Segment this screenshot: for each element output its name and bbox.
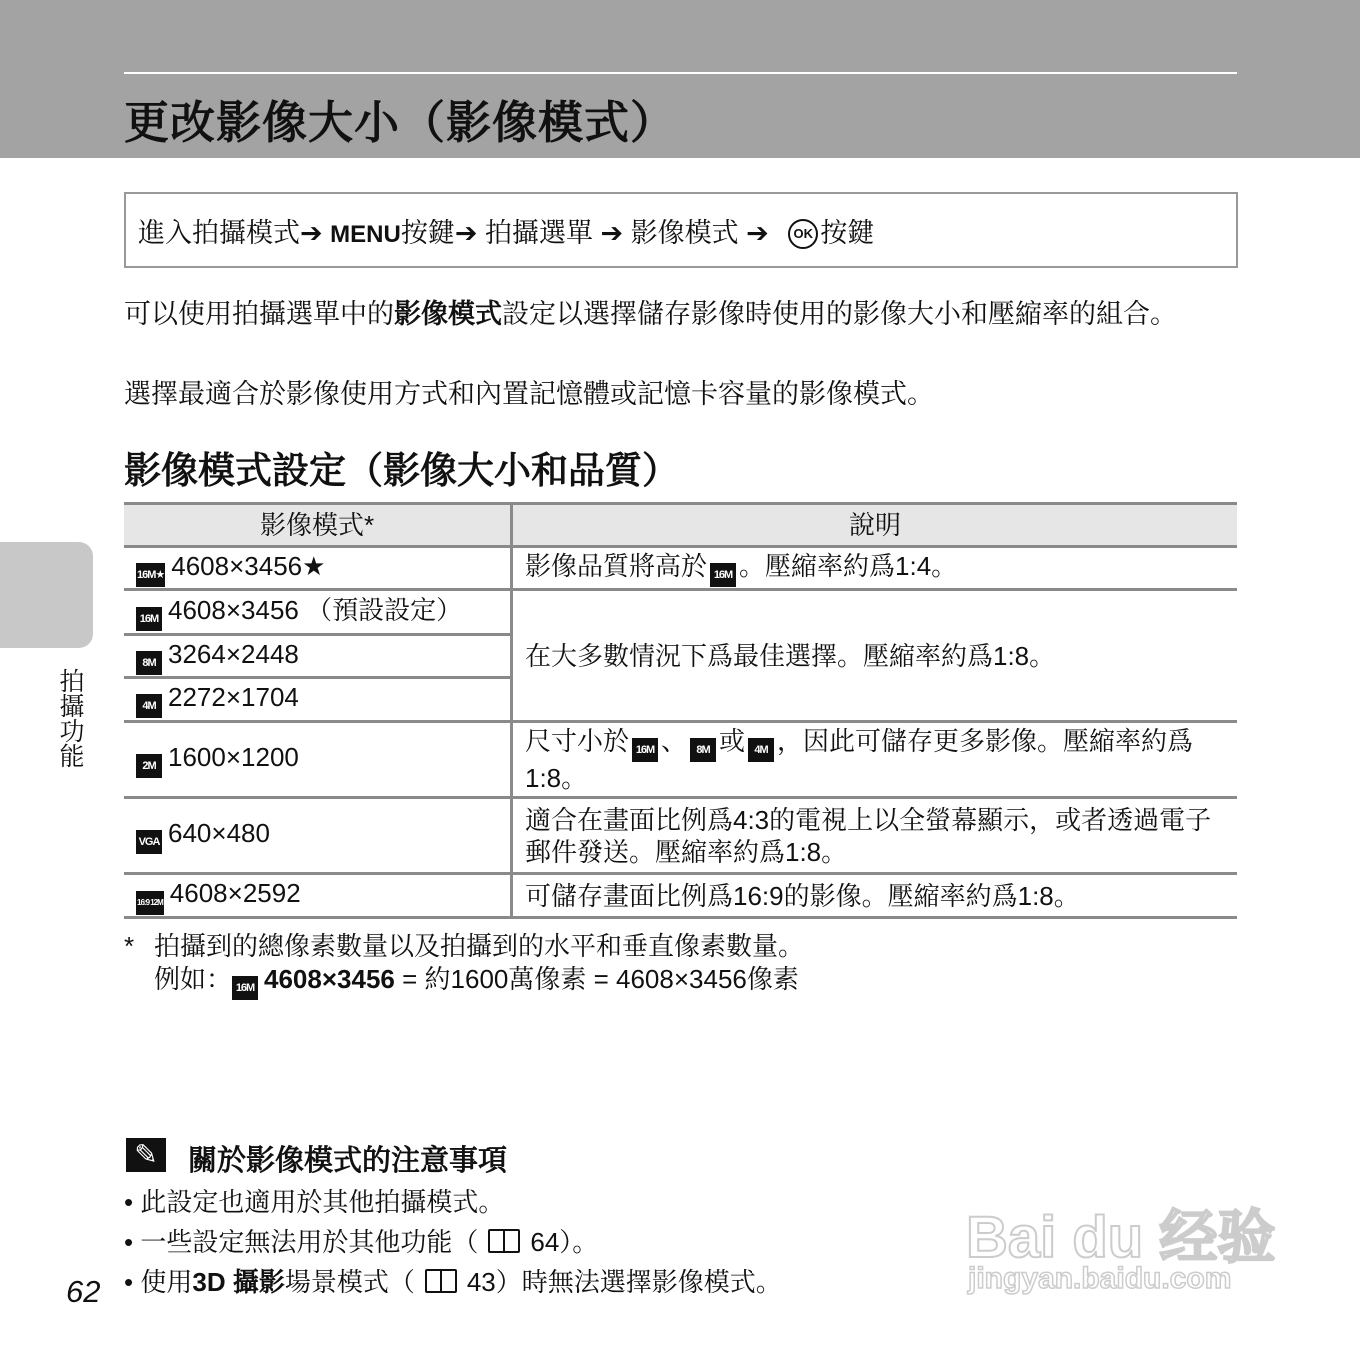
image-size-icon: 16:9 12M: [136, 891, 164, 915]
image-size-icon: 16M: [136, 607, 162, 631]
desc-cell: 在大多數情況下爲最佳選擇。壓縮率約爲1:8。: [512, 590, 1238, 722]
image-size-icon: 4M: [748, 738, 774, 762]
table-row: 16:9 12M 4608×2592 可儲存畫面比例爲16:9的影像。壓縮率約爲1:8。: [124, 874, 1237, 918]
page-link[interactable]: 64: [530, 1227, 560, 1257]
image-size-icon: 16M: [632, 738, 658, 762]
intro-paragraph: 可以使用拍攝選單中的影像模式設定以選擇儲存影像時使用的影像大小和壓縮率的組合。: [124, 299, 1177, 329]
page-title: 更改影像大小（影像模式）: [124, 97, 677, 148]
desc-cell: 可儲存畫面比例爲16:9的影像。壓縮率約爲1:8。: [512, 874, 1238, 918]
image-size-icon: 2M: [136, 754, 162, 778]
page-number: 62: [66, 1274, 101, 1309]
note-bullet: • 一些設定無法用於其他功能（ 64）。: [124, 1227, 599, 1257]
watermark-logo: Bai du 经验: [966, 1205, 1276, 1270]
book-reference-icon: [488, 1229, 520, 1253]
intro-line-2: 選擇最適合於影像使用方式和內置記憶體或記憶卡容量的影像模式。: [124, 379, 934, 409]
image-size-icon: 16M★: [136, 563, 165, 587]
note-bullet: • 使用3D 攝影場景模式（ 43）時無法選擇影像模式。: [124, 1267, 782, 1297]
note-bullet: • 此設定也適用於其他拍攝模式。: [124, 1187, 505, 1217]
footnote: * 拍攝到的總像素數量以及拍攝到的水平和垂直像素數量。 例如： 16M 4608×3456 = 約1600萬像素 = 4608×3456像素: [124, 930, 804, 1000]
page-link[interactable]: 43: [466, 1267, 496, 1297]
watermark-url: jingyan.baidu.com: [968, 1262, 1232, 1295]
table-row: 16M 4608×3456 （預設設定） 在大多數情況下爲最佳選擇。壓縮率約爲1:8。: [124, 590, 1237, 635]
image-mode-table: [124, 502, 1237, 919]
image-size-icon: 8M: [690, 738, 716, 762]
table-row: 2M 1600×1200 尺寸小於 16M 、 8M 或 4M ，因此可儲存更多影像。壓縮率約爲1:8。: [124, 722, 1237, 798]
menu-path-box: [124, 192, 1238, 268]
image-size-icon: 4M: [136, 694, 162, 718]
header-rule: [124, 72, 1237, 74]
desc-cell: 尺寸小於 16M 、 8M 或 4M ，因此可儲存更多影像。壓縮率約爲1:8。: [512, 722, 1238, 798]
image-size-icon: 16M: [232, 976, 258, 1000]
table-row: VGA 640×480 適合在畫面比例爲4:3的電視上以全螢幕顯示，或者透過電子郵件發送。壓縮率約爲1:8。: [124, 798, 1237, 874]
desc-cell: 適合在畫面比例爲4:3的電視上以全螢幕顯示，或者透過電子郵件發送。壓縮率約爲1:8。: [512, 798, 1238, 874]
book-reference-icon: [425, 1269, 457, 1293]
note-title: 關於影像模式的注意事項: [188, 1145, 508, 1177]
note-pencil-icon: ✎: [126, 1138, 166, 1172]
image-size-icon: VGA: [136, 830, 162, 854]
chapter-tab: [0, 542, 93, 648]
section-title: 影像模式設定（影像大小和品質）: [124, 450, 679, 491]
table-row: 4M 2272×1704: [124, 678, 1237, 722]
ok-button-icon: OK: [788, 219, 818, 249]
desc-cell: 影像品質將高於 16M 。壓縮率約爲1:4。: [512, 547, 1238, 590]
image-size-icon: 16M: [710, 563, 736, 587]
table-row: 8M 3264×2448: [124, 635, 1237, 678]
image-size-icon: 8M: [136, 651, 162, 675]
col-header-mode: 影像模式*: [124, 504, 512, 547]
chapter-label: 拍攝功能: [56, 668, 84, 768]
nav-step: 進入拍攝模式➔ MENU按鍵➔ 拍攝選單 ➔ 影像模式 ➔ OK 按鍵: [138, 217, 875, 248]
table-row: 16M★ 4608×3456★ 影像品質將高於 16M 。壓縮率約爲1:4。: [124, 547, 1237, 590]
col-header-desc: 說明: [512, 504, 1238, 547]
